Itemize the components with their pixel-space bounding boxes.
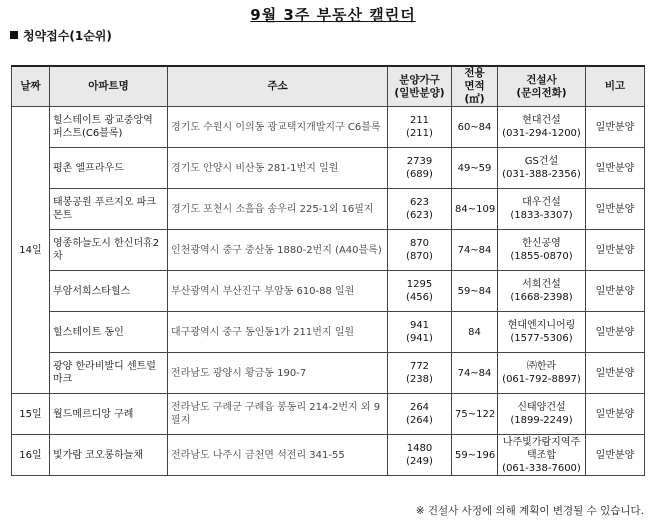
units-total: 264 (409, 402, 430, 413)
area: 84 (452, 312, 498, 353)
apartment-name: 힐스테이트 동인 (50, 312, 168, 353)
header-units-line2: (일반분양) (394, 86, 445, 99)
header-units (388, 66, 452, 107)
address: 전라남도 나주시 금천면 석전리 341-55 (168, 435, 388, 476)
address: 부산광역시 부산진구 부암동 610-88 일원 (168, 271, 388, 312)
units-general: (941) (406, 333, 433, 344)
builder-cell (498, 435, 586, 476)
note: 일반분양 (586, 230, 645, 271)
area: 74~84 (452, 230, 498, 271)
header-date: 날짜 (12, 66, 50, 107)
header-builder-line2: (문의전화) (516, 86, 567, 99)
units-general: (870) (406, 251, 433, 262)
builder-cell (498, 107, 586, 148)
note: 일반분양 (586, 189, 645, 230)
note: 일반분양 (586, 271, 645, 312)
table-row (12, 148, 645, 189)
units-cell (388, 394, 452, 435)
header-area-line2: 면적 (464, 80, 485, 92)
builder-cell (498, 230, 586, 271)
note: 일반분양 (586, 312, 645, 353)
area: 60~84 (452, 107, 498, 148)
header-address: 주소 (168, 66, 388, 107)
units-cell (388, 435, 452, 476)
page-title: 9월 3주 부동산 캘린더 (250, 6, 416, 24)
note: 일반분양 (586, 148, 645, 189)
builder-name: 나주빛가람지역주택조합 (502, 436, 581, 461)
builder-phone: (061-792-8897) (502, 374, 581, 385)
apartment-name: 월드메르디앙 구례 (50, 394, 168, 435)
area: 49~59 (452, 148, 498, 189)
units-general: (238) (406, 374, 433, 385)
apartment-name: 태봉공원 푸르지오 파크몬트 (50, 189, 168, 230)
area: 74~84 (452, 353, 498, 394)
units-total: 1295 (406, 279, 433, 290)
table-row (12, 312, 645, 353)
units-cell (388, 189, 452, 230)
units-total: 1480 (406, 443, 433, 454)
address: 인천광역시 중구 중산동 1880-2번지 (A40블록) (168, 230, 388, 271)
builder-name: 현대엔지니어링 (507, 320, 576, 331)
builder-cell (498, 148, 586, 189)
builder-cell (498, 189, 586, 230)
builder-name: 서희건설 (522, 279, 561, 290)
table-header-row (12, 66, 645, 107)
table-row (12, 394, 645, 435)
note: 일반분양 (586, 394, 645, 435)
units-total: 870 (409, 238, 430, 249)
date-cell: 15일 (12, 394, 50, 435)
builder-phone: (1668-2398) (510, 292, 573, 303)
builder-cell (498, 312, 586, 353)
builder-name: 한신공영 (522, 238, 561, 249)
section-heading (10, 27, 112, 44)
units-cell (388, 271, 452, 312)
units-general: (623) (406, 210, 433, 221)
area: 59~196 (452, 435, 498, 476)
units-general: (211) (406, 128, 433, 139)
builder-phone: (1855-0870) (510, 251, 573, 262)
apartment-name: 부암서희스타힐스 (50, 271, 168, 312)
units-total: 2739 (406, 156, 433, 167)
builder-name: 신태양건설 (517, 402, 566, 413)
square-bullet-icon (10, 31, 18, 39)
header-units-line1: 분양가구 (399, 73, 440, 86)
units-general: (456) (406, 292, 433, 303)
units-total: 772 (409, 361, 430, 372)
apartment-name: 영종하늘도시 한신더휴2차 (50, 230, 168, 271)
apartment-name: 힐스테이트 광교중앙역 퍼스트(C6블록) (50, 107, 168, 148)
header-area-line1: 전용 (464, 67, 485, 79)
units-cell (388, 107, 452, 148)
note: 일반분양 (586, 435, 645, 476)
section-label: 청약접수(1순위) (23, 29, 112, 43)
header-area-line3: (㎡) (464, 93, 485, 105)
date-cell: 14일 (12, 107, 50, 394)
footnote: ※ 건설사 사정에 의해 계획이 변경될 수 있습니다. (415, 505, 644, 517)
table-row (12, 107, 645, 148)
builder-name: ㈜한라 (526, 361, 557, 372)
builder-cell (498, 271, 586, 312)
table-row (12, 189, 645, 230)
header-builder (498, 66, 586, 107)
header-builder-line1: 건설사 (526, 73, 557, 86)
builder-phone: (061-338-7600) (502, 462, 581, 474)
builder-name: 현대건설 (522, 115, 561, 126)
note: 일반분양 (586, 107, 645, 148)
address: 전라남도 구례군 구례읍 봉동리 214-2번지 외 9필지 (168, 394, 388, 435)
address: 전라남도 광양시 황금동 190-7 (168, 353, 388, 394)
table-row (12, 230, 645, 271)
units-general: (264) (406, 415, 433, 426)
builder-phone: (1833-3307) (510, 210, 573, 221)
builder-cell (498, 353, 586, 394)
table-row (12, 435, 645, 476)
address: 경기도 안양시 비산동 281-1번지 일원 (168, 148, 388, 189)
date-cell: 16일 (12, 435, 50, 476)
calendar-table (11, 65, 645, 476)
area: 84~109 (452, 189, 498, 230)
units-total: 623 (409, 197, 430, 208)
units-cell (388, 353, 452, 394)
address: 경기도 수원시 이의동 광교택지개발지구 C6블록 (168, 107, 388, 148)
builder-phone: (031-294-1200) (502, 128, 581, 139)
area: 59~84 (452, 271, 498, 312)
apartment-name: 빛가람 코오롱하늘채 (50, 435, 168, 476)
builder-phone: (031-388-2356) (502, 169, 581, 180)
table-row (12, 353, 645, 394)
units-cell (388, 148, 452, 189)
builder-name: GS건설 (524, 156, 559, 167)
units-total: 211 (409, 115, 430, 126)
units-general: (689) (406, 169, 433, 180)
area: 75~122 (452, 394, 498, 435)
address: 대구광역시 중구 동인동1가 211번지 일원 (168, 312, 388, 353)
note: 일반분양 (586, 353, 645, 394)
units-total: 941 (409, 320, 430, 331)
builder-cell (498, 394, 586, 435)
header-note: 비고 (586, 66, 645, 107)
apartment-name: 광양 한라비발디 센트럴마크 (50, 353, 168, 394)
builder-name: 대우건설 (522, 197, 561, 208)
builder-phone: (1899-2249) (510, 415, 573, 426)
table-row (12, 271, 645, 312)
units-cell (388, 312, 452, 353)
apartment-name: 평촌 엘프라우드 (50, 148, 168, 189)
header-area (452, 66, 498, 107)
units-general: (249) (406, 456, 433, 467)
builder-phone: (1577-5306) (510, 333, 573, 344)
address: 경기도 포천시 소흘읍 송우리 225-1외 16필지 (168, 189, 388, 230)
units-cell (388, 230, 452, 271)
header-apartment: 아파트명 (50, 66, 168, 107)
